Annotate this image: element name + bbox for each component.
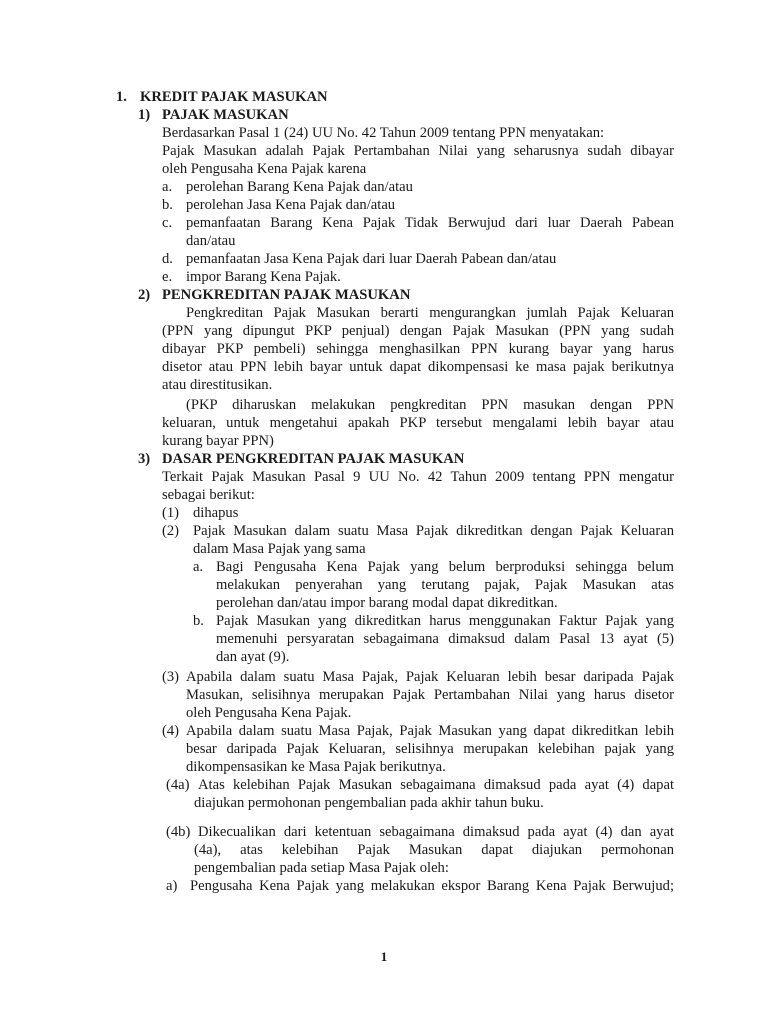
list-marker: d. (162, 251, 173, 267)
list-item: Apabila dalam suatu Masa Pajak, Pajak Keluaran lebih besar daripada Pajak (186, 669, 674, 685)
list-item: Apabila dalam suatu Masa Pajak, Pajak Masukan yang dapat dikreditkan lebih (186, 723, 674, 739)
list-item-continuation: dikompensasikan ke Masa Pajak berikutnya. (186, 759, 446, 775)
list-item-continuation: pengembalian pada setiap Masa Pajak oleh: (194, 860, 449, 876)
paragraph-line: dibayar PKP pembeli) sehingga menghasilkan PPN kurang bayar yang harus (162, 341, 674, 357)
paragraph-line: Pengkreditan Pajak Masukan berarti mengurangkan jumlah Pajak Keluaran (186, 305, 674, 321)
list-item-continuation: perolehan dan/atau impor barang modal dapat dikreditkan. (216, 595, 558, 611)
list-marker: (2) (162, 523, 180, 539)
list-item: Dikecualikan dari ketentuan sebagaimana dimaksud pada ayat (4) dan ayat (198, 824, 674, 840)
page-number: 1 (380, 949, 388, 964)
list-marker: b. (162, 197, 173, 213)
list-item: Bagi Pengusaha Kena Pajak yang belum berproduksi sehingga belum (216, 559, 674, 575)
subsection-title: PAJAK MASUKAN (162, 107, 289, 123)
subsection-title: DASAR PENGKREDITAN PAJAK MASUKAN (162, 451, 465, 467)
list-item-continuation: Masukan, selisihnya merupakan Pajak Pertambahan Nilai yang harus disetor (186, 687, 674, 703)
list-item-continuation: memenuhi persyaratan sebagaimana dimaksud dalam Pasal 13 ayat (5) (216, 631, 674, 647)
list-item-continuation: melakukan penyerahan yang terutang pajak, Pajak Masukan atas (216, 577, 674, 593)
list-marker: b. (193, 613, 204, 629)
list-marker: a. (162, 179, 173, 195)
section-title: KREDIT PAJAK MASUKAN (140, 89, 328, 105)
paragraph-line: sebagai berikut: (162, 487, 255, 503)
subsection-number: 3) (138, 451, 151, 467)
paragraph-line: Pajak Masukan adalah Pajak Pertambahan Nilai yang seharusnya sudah dibayar (162, 143, 674, 159)
subsection-number: 2) (138, 287, 151, 303)
list-item: impor Barang Kena Pajak. (186, 269, 341, 285)
list-marker: (3) (162, 669, 180, 685)
paragraph-line: disetor atau PPN lebih bayar untuk dapat dikompensasi ke masa pajak berikutnya (162, 359, 674, 375)
list-item-continuation: oleh Pengusaha Kena Pajak. (186, 705, 352, 721)
subsection-number: 1) (138, 107, 151, 123)
list-marker: a. (193, 559, 204, 575)
paragraph-line: keluaran, untuk mengetahui apakah PKP tersebut mengalami lebih bayar atau (162, 415, 674, 431)
list-item-continuation: (4a), atas kelebihan Pajak Masukan dapat diajukan permohonan (194, 842, 674, 858)
list-item-continuation: dan/atau (186, 233, 236, 249)
list-marker: c. (162, 215, 173, 231)
list-item: Atas kelebihan Pajak Masukan sebagaimana dimaksud pada ayat (4) dapat (198, 777, 674, 793)
paragraph-line: Berdasarkan Pasal 1 (24) UU No. 42 Tahun 2009 tentang PPN menyatakan: (162, 125, 605, 141)
list-item: dihapus (193, 505, 239, 521)
list-item: perolehan Barang Kena Pajak dan/atau (186, 179, 413, 195)
list-item: Pengusaha Kena Pajak yang melakukan ekspor Barang Kena Pajak Berwujud; (190, 878, 674, 894)
list-item: Pajak Masukan yang dikreditkan harus menggunakan Faktur Pajak yang (216, 613, 674, 629)
list-item: Pajak Masukan dalam suatu Masa Pajak dikreditkan dengan Pajak Keluaran (193, 523, 674, 539)
paragraph-line: oleh Pengusaha Kena Pajak karena (162, 161, 367, 177)
paragraph-line: Terkait Pajak Masukan Pasal 9 UU No. 42 Tahun 2009 tentang PPN mengatur (162, 469, 674, 485)
list-marker: (4a) (166, 777, 190, 793)
list-marker: e. (162, 269, 173, 285)
list-item: pemanfaatan Jasa Kena Pajak dari luar Daerah Pabean dan/atau (186, 251, 557, 267)
paragraph-line: (PKP diharuskan melakukan pengkreditan PPN masukan dengan PPN (186, 397, 674, 413)
list-item-continuation: dalam Masa Pajak yang sama (193, 541, 366, 557)
paragraph-line: (PPN yang dipungut PKP penjual) dengan Pajak Masukan (PPN yang sudah (162, 323, 674, 339)
list-item: perolehan Jasa Kena Pajak dan/atau (186, 197, 396, 213)
list-item: pemanfaatan Barang Kena Pajak Tidak Berwujud dari luar Daerah Pabean (186, 215, 674, 231)
subsection-title: PENGKREDITAN PAJAK MASUKAN (162, 287, 411, 303)
list-item-continuation: dan ayat (9). (216, 649, 290, 665)
list-marker: (4) (162, 723, 180, 739)
list-item-continuation: besar daripada Pajak Keluaran, selisihnya merupakan kelebihan pajak yang (186, 741, 674, 757)
list-marker: a) (166, 878, 178, 894)
paragraph-line: kurang bayar PPN) (162, 433, 274, 449)
list-marker: (1) (162, 505, 180, 521)
paragraph-line: atau direstitusikan. (162, 377, 273, 393)
list-item-continuation: diajukan permohonan pengembalian pada akhir tahun buku. (194, 795, 544, 811)
section-number: 1. (116, 89, 127, 105)
list-marker: (4b) (166, 824, 191, 840)
